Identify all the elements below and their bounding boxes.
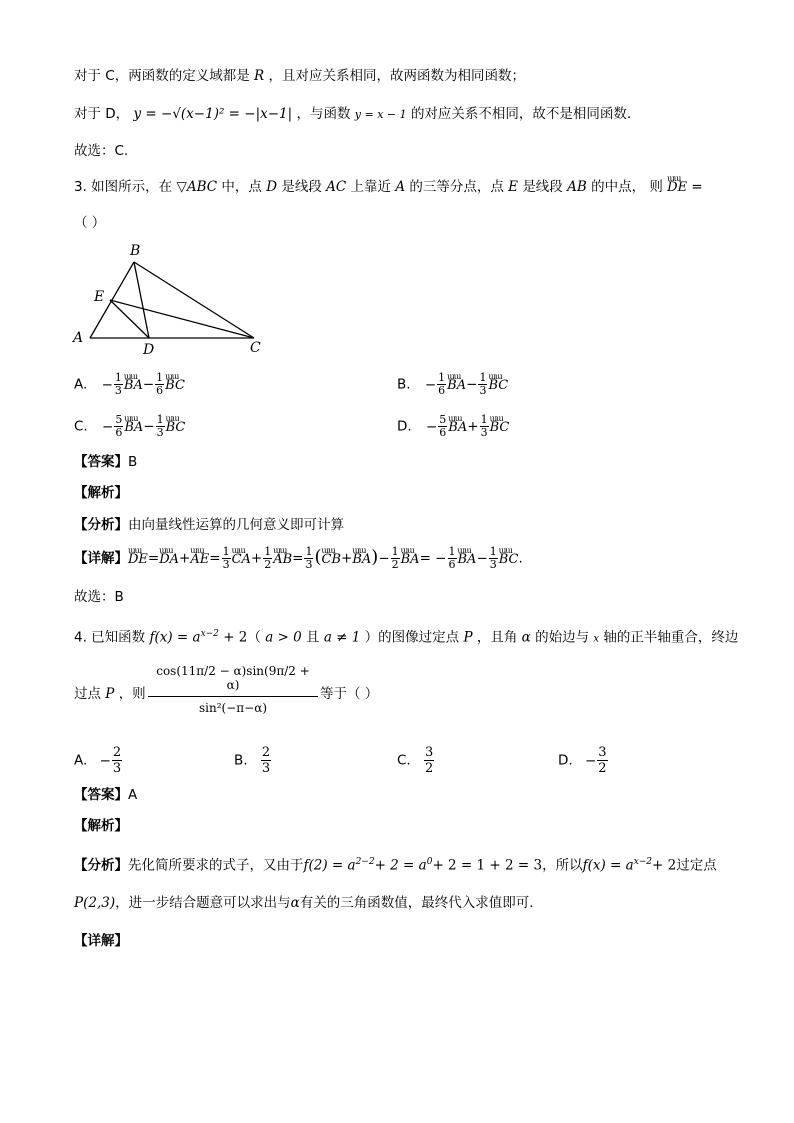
text: ）的图像过定点 bbox=[364, 629, 460, 646]
text: = bbox=[691, 179, 703, 195]
operator: + bbox=[467, 418, 479, 435]
math-triangle: ▽ABC bbox=[176, 179, 218, 195]
text: 有关的三角函数值，最终代入求值即可. bbox=[299, 895, 534, 911]
option-letter: C. bbox=[397, 752, 411, 769]
sign: − bbox=[102, 418, 114, 435]
vector: ɯɯ AE bbox=[190, 550, 209, 570]
fraction: $\frac{2}{3}$ bbox=[261, 745, 271, 776]
analysis-label: 【解析】 bbox=[74, 485, 128, 501]
vector: ɯɯ BA bbox=[447, 376, 466, 396]
text: 3. 如图所示，在 bbox=[74, 179, 173, 195]
option-letter: D. bbox=[558, 752, 573, 769]
fraction: $\frac{5}{6}$ bbox=[115, 413, 123, 439]
label-B: B bbox=[130, 243, 141, 259]
fenxi-text: 由向量线性运算的几何意义即可计算 bbox=[128, 517, 344, 533]
vector: ɯɯ BA bbox=[401, 550, 420, 570]
text: 的始边与 bbox=[535, 629, 590, 646]
sign: − bbox=[584, 752, 597, 769]
text: （ ） bbox=[74, 215, 106, 231]
option-letter: B. bbox=[234, 752, 248, 769]
fraction: $\frac{1}{2}$ bbox=[391, 545, 399, 571]
sign: − bbox=[99, 752, 111, 769]
answer-value: A bbox=[128, 787, 138, 803]
option-letter: A. bbox=[74, 752, 88, 769]
fraction: $\frac{1}{3}$ bbox=[480, 413, 488, 439]
math: + 2 = a bbox=[374, 857, 427, 874]
operator: − bbox=[378, 550, 390, 567]
choose-3 bbox=[74, 587, 124, 607]
operator: + bbox=[341, 550, 353, 567]
text: 中，点 bbox=[221, 179, 262, 195]
option-3c[interactable] bbox=[74, 414, 185, 439]
text: 过定点 bbox=[676, 857, 717, 874]
text-line-option-c-note bbox=[74, 66, 525, 86]
text: 过点 bbox=[74, 686, 101, 702]
text: 对于 D， bbox=[74, 106, 130, 122]
label-D: D bbox=[143, 342, 155, 358]
text: ，且对应关系相同，故两函数为相同函数； bbox=[268, 68, 525, 84]
math-exponent: x−2 bbox=[633, 857, 653, 867]
text: 先化简所要求的式子，又由于 bbox=[128, 857, 304, 874]
math-expression: y = −√(x−1)² = −|x−1| bbox=[133, 106, 293, 122]
fraction: $\frac{2}{3}$ bbox=[112, 745, 122, 776]
text-line-option-d-note bbox=[74, 104, 631, 125]
label-A: A bbox=[73, 330, 84, 346]
vector: ɯɯ BA bbox=[448, 418, 467, 438]
math-AC: AC bbox=[326, 179, 347, 195]
label-E: E bbox=[94, 289, 105, 305]
answer-value: B bbox=[128, 454, 138, 470]
vector: ɯɯ BA bbox=[458, 550, 477, 570]
text: 是线段 bbox=[281, 179, 322, 195]
text: ，与函数 bbox=[296, 106, 351, 122]
fraction-numerator: cos(11π/2 − α)sin(9π/2 + α) bbox=[148, 664, 318, 697]
math-alpha: α bbox=[290, 895, 300, 911]
text: 的中点， 则 bbox=[591, 179, 663, 195]
math-AB: AB bbox=[567, 179, 587, 195]
vector: ɯɯ BA bbox=[352, 550, 371, 570]
fraction: $\frac{1}{2}$ bbox=[264, 545, 272, 571]
vector: ɯɯ AB bbox=[273, 550, 292, 570]
segment-EC bbox=[110, 300, 254, 338]
text: 上靠近 bbox=[350, 179, 392, 195]
option-letter: A. bbox=[74, 376, 88, 393]
fenxi-label: 【分析】 bbox=[74, 857, 128, 874]
math-D: D bbox=[266, 179, 278, 195]
text: 的对应关系不相同，故不是相同函数. bbox=[410, 106, 632, 122]
fraction: $\frac{1}{3}$ bbox=[114, 371, 122, 397]
math-E: E bbox=[508, 179, 519, 195]
sign: − bbox=[101, 376, 113, 393]
period: . bbox=[518, 550, 523, 567]
math: f(2) = a bbox=[303, 857, 356, 874]
analysis-heading-4 bbox=[74, 816, 128, 836]
text: ，且角 bbox=[476, 629, 518, 646]
fraction: $\frac{5}{6}$ bbox=[439, 413, 447, 439]
math-fx: f(x) = a bbox=[149, 629, 201, 646]
fraction: $\frac{1}{3}$ bbox=[222, 545, 230, 571]
answer-3 bbox=[74, 452, 137, 472]
operator: = bbox=[209, 550, 221, 567]
option-3a[interactable] bbox=[74, 372, 185, 397]
detail-3 bbox=[74, 546, 523, 571]
math-exponent: 2−2 bbox=[355, 857, 375, 867]
text: 且 bbox=[306, 629, 320, 646]
vector: ɯɯ BC bbox=[490, 418, 510, 438]
operator: = bbox=[292, 550, 304, 567]
option-4a[interactable] bbox=[74, 745, 123, 776]
operator: = − bbox=[419, 550, 447, 567]
fenxi-label: 【分析】 bbox=[74, 517, 128, 533]
question-4-tail bbox=[320, 684, 378, 704]
operator: − bbox=[466, 376, 478, 393]
vector: ɯɯ BA bbox=[124, 376, 143, 396]
text: 故选：B bbox=[74, 589, 124, 605]
question-3-paren bbox=[74, 213, 105, 233]
math: + 2 = 1 + 2 = 3 bbox=[432, 857, 543, 874]
operator: + bbox=[250, 550, 263, 567]
vector: ɯɯ BC bbox=[166, 418, 186, 438]
analysis-heading-3 bbox=[74, 483, 128, 503]
fraction: $\frac{1}{3}$ bbox=[156, 413, 164, 439]
operator: + bbox=[179, 550, 191, 567]
segment-BC bbox=[134, 262, 254, 338]
fraction: $\frac{1}{3}$ bbox=[305, 545, 313, 571]
detail-4 bbox=[74, 931, 128, 951]
math-A: A bbox=[395, 179, 406, 195]
sign: − bbox=[425, 418, 438, 435]
text: 是线段 bbox=[522, 179, 563, 195]
vector: ɯɯ DE bbox=[128, 550, 148, 570]
operator: − bbox=[143, 418, 155, 435]
detail-label: 【详解】 bbox=[74, 550, 128, 567]
fraction: $\frac{1}{3}$ bbox=[489, 545, 497, 571]
vector: ɯɯ CB bbox=[322, 550, 342, 570]
text: ，则 bbox=[118, 686, 146, 702]
paren: ( bbox=[314, 546, 322, 568]
text: 对于 C，两函数的定义域都是 bbox=[74, 68, 250, 84]
vector: ɯɯ CA bbox=[232, 550, 251, 570]
fenxi-3 bbox=[74, 515, 344, 535]
analysis-label: 【解析】 bbox=[74, 818, 128, 834]
math-condition: a ≠ 1 bbox=[323, 629, 361, 646]
fenxi-4 bbox=[74, 852, 717, 876]
question-4-stem bbox=[74, 624, 738, 650]
option-3d[interactable] bbox=[397, 414, 509, 439]
paren: ) bbox=[371, 546, 379, 568]
math-P: P bbox=[105, 686, 115, 702]
question-4-stem-cont bbox=[74, 684, 146, 704]
operator: − bbox=[476, 550, 488, 567]
math-P: P bbox=[463, 629, 473, 646]
option-3b[interactable] bbox=[397, 372, 508, 397]
option-letter: B. bbox=[397, 376, 411, 393]
question-3-stem bbox=[74, 177, 703, 198]
text-line-answer-choice bbox=[74, 141, 128, 161]
vector: ɯɯ BC bbox=[488, 376, 508, 396]
label-C: C bbox=[250, 340, 261, 356]
fraction: $\frac{1}{6}$ bbox=[448, 545, 456, 571]
math-point: P(2,3) bbox=[74, 895, 116, 911]
answer-4 bbox=[74, 785, 137, 805]
vector-DE: ɯɯ DE bbox=[667, 178, 687, 198]
detail-label: 【详解】 bbox=[74, 933, 128, 949]
math-exponent: x−2 bbox=[200, 629, 219, 639]
vector: ɯɯ BA bbox=[124, 418, 143, 438]
text: ，所以 bbox=[542, 857, 583, 874]
text: 4. 已知函数 bbox=[74, 629, 146, 646]
math: + 2 bbox=[652, 857, 677, 874]
math-R: R bbox=[254, 68, 265, 84]
math-expression: y = x − 1 bbox=[354, 108, 407, 121]
vector: ɯɯ BC bbox=[499, 550, 519, 570]
text: ，进一步结合题意可以求出与 bbox=[115, 895, 291, 911]
answer-label: 【答案】 bbox=[74, 787, 128, 803]
fraction: $\frac{1}{3}$ bbox=[479, 371, 487, 397]
option-letter: C. bbox=[74, 418, 88, 435]
fraction: $\frac{1}{6}$ bbox=[156, 371, 164, 397]
sign: − bbox=[424, 376, 437, 393]
text: 故选：C. bbox=[74, 143, 129, 159]
answer-label: 【答案】 bbox=[74, 454, 128, 470]
operator: = bbox=[147, 550, 160, 567]
segment-BD bbox=[134, 262, 149, 338]
vector: ɯɯ DA bbox=[159, 550, 179, 570]
math-x: x bbox=[593, 633, 600, 645]
operator: − bbox=[142, 376, 155, 393]
vector: ɯɯ BC bbox=[165, 376, 185, 396]
fraction-denominator: sin²(−π−α) bbox=[199, 701, 267, 715]
math-condition: a > 0 bbox=[265, 629, 302, 646]
fraction: $\frac{3}{2}$ bbox=[425, 745, 434, 776]
option-4d[interactable] bbox=[558, 745, 609, 776]
fraction: $\frac{1}{6}$ bbox=[438, 371, 446, 397]
option-4c[interactable] bbox=[397, 745, 435, 776]
option-4b[interactable] bbox=[234, 745, 272, 776]
math: f(x) = a bbox=[582, 857, 634, 874]
math-exponent: 0 bbox=[426, 857, 433, 867]
fraction: $\frac{3}{2}$ bbox=[598, 745, 607, 776]
text: 的三等分点，点 bbox=[409, 179, 504, 195]
option-letter: D. bbox=[397, 418, 412, 435]
triangle-figure bbox=[72, 240, 272, 358]
text: + 2（ bbox=[223, 629, 261, 646]
fenxi-4-cont bbox=[74, 893, 534, 913]
math-alpha: α bbox=[521, 629, 531, 646]
text: 等于（ ） bbox=[320, 686, 379, 702]
question-4-fraction bbox=[148, 664, 318, 715]
text: 轴的正半轴重合，终边 bbox=[603, 629, 739, 646]
